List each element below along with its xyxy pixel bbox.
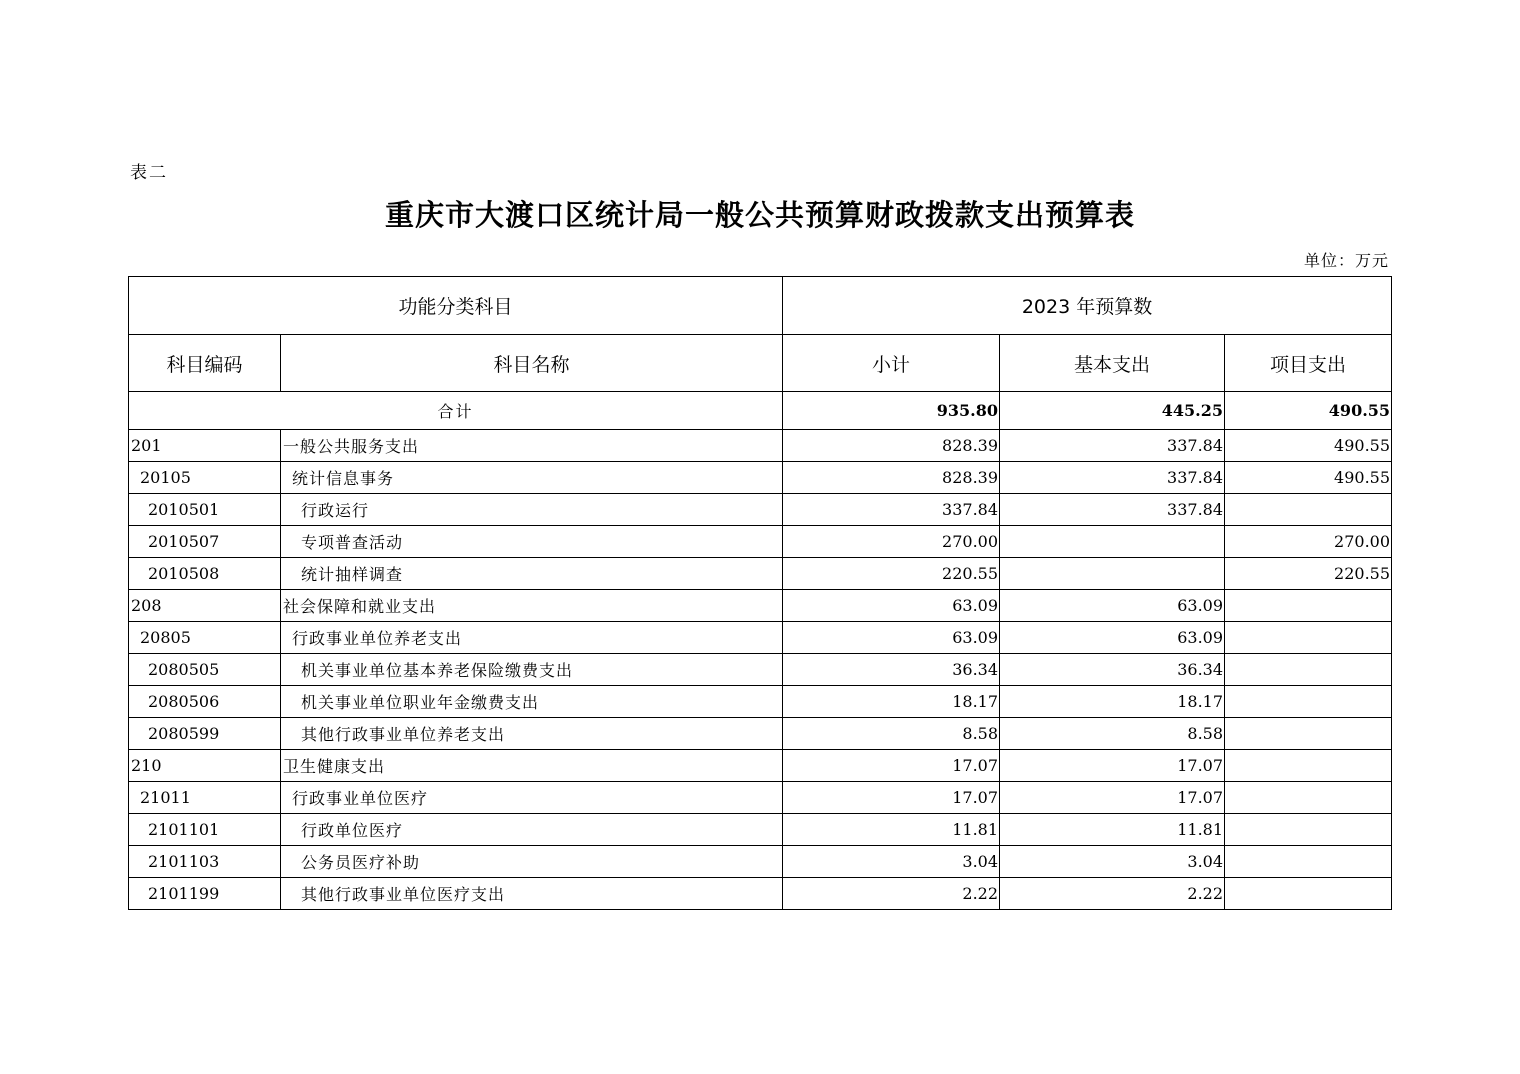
row-name: 卫生健康支出 <box>281 750 783 782</box>
row-name: 公务员医疗补助 <box>281 846 783 878</box>
row-project: 490.55 <box>1225 430 1392 462</box>
budget-table <box>128 276 1392 910</box>
unit-label: 单位：万元 <box>1303 251 1389 270</box>
row-name: 专项普查活动 <box>281 526 783 558</box>
table-row <box>129 622 1392 654</box>
row-basic: 11.81 <box>1000 814 1225 846</box>
row-basic <box>1000 558 1225 590</box>
row-project <box>1225 814 1392 846</box>
row-project <box>1225 846 1392 878</box>
budget-group-header: 2023 年预算数 <box>783 277 1392 335</box>
document-title: 重庆市大渡口区统计局一般公共预算财政拨款支出预算表 <box>384 198 1135 232</box>
table-row <box>129 782 1392 814</box>
row-code: 2010507 <box>129 526 281 558</box>
table-row <box>129 494 1392 526</box>
table-row <box>129 750 1392 782</box>
row-project <box>1225 750 1392 782</box>
row-code: 2101101 <box>129 814 281 846</box>
name-column-header: 科目名称 <box>281 335 783 392</box>
row-name: 行政单位医疗 <box>281 814 783 846</box>
row-basic: 36.34 <box>1000 654 1225 686</box>
row-subtotal: 36.34 <box>783 654 1000 686</box>
row-basic: 337.84 <box>1000 430 1225 462</box>
row-subtotal: 8.58 <box>783 718 1000 750</box>
row-name: 统计信息事务 <box>281 462 783 494</box>
row-subtotal: 17.07 <box>783 782 1000 814</box>
row-basic: 8.58 <box>1000 718 1225 750</box>
row-code: 201 <box>129 430 281 462</box>
row-code: 208 <box>129 590 281 622</box>
row-name: 机关事业单位职业年金缴费支出 <box>281 686 783 718</box>
row-basic: 63.09 <box>1000 590 1225 622</box>
row-basic: 337.84 <box>1000 494 1225 526</box>
table-row <box>129 814 1392 846</box>
table-row <box>129 526 1392 558</box>
row-basic: 17.07 <box>1000 782 1225 814</box>
row-code: 2080599 <box>129 718 281 750</box>
row-subtotal: 337.84 <box>783 494 1000 526</box>
row-subtotal: 63.09 <box>783 622 1000 654</box>
row-project <box>1225 878 1392 910</box>
table-row <box>129 654 1392 686</box>
group-header-row <box>129 277 1392 335</box>
table-row <box>129 846 1392 878</box>
row-subtotal: 3.04 <box>783 846 1000 878</box>
table-row <box>129 558 1392 590</box>
row-name: 其他行政事业单位养老支出 <box>281 718 783 750</box>
total-project: 490.55 <box>1225 392 1392 430</box>
basic-column-header: 基本支出 <box>1000 335 1225 392</box>
code-column-header: 科目编码 <box>129 335 281 392</box>
row-subtotal: 63.09 <box>783 590 1000 622</box>
table-row <box>129 718 1392 750</box>
row-subtotal: 828.39 <box>783 430 1000 462</box>
row-basic: 63.09 <box>1000 622 1225 654</box>
row-code: 2101199 <box>129 878 281 910</box>
project-column-header: 项目支出 <box>1225 335 1392 392</box>
row-name: 其他行政事业单位医疗支出 <box>281 878 783 910</box>
row-code: 210 <box>129 750 281 782</box>
row-code: 20105 <box>129 462 281 494</box>
row-subtotal: 2.22 <box>783 878 1000 910</box>
row-name: 一般公共服务支出 <box>281 430 783 462</box>
row-project <box>1225 718 1392 750</box>
row-subtotal: 11.81 <box>783 814 1000 846</box>
row-name: 行政事业单位养老支出 <box>281 622 783 654</box>
row-basic: 18.17 <box>1000 686 1225 718</box>
total-row <box>129 392 1392 430</box>
row-code: 2080505 <box>129 654 281 686</box>
table-row <box>129 878 1392 910</box>
table-row <box>129 590 1392 622</box>
total-label: 合计 <box>129 392 783 430</box>
row-basic <box>1000 526 1225 558</box>
row-code: 2010501 <box>129 494 281 526</box>
row-project <box>1225 686 1392 718</box>
row-basic: 2.22 <box>1000 878 1225 910</box>
column-header-row <box>129 335 1392 392</box>
row-basic: 17.07 <box>1000 750 1225 782</box>
total-subtotal: 935.80 <box>783 392 1000 430</box>
row-project: 220.55 <box>1225 558 1392 590</box>
category-group-header: 功能分类科目 <box>129 277 783 335</box>
row-name: 行政运行 <box>281 494 783 526</box>
table-row <box>129 462 1392 494</box>
row-project: 270.00 <box>1225 526 1392 558</box>
row-code: 2080506 <box>129 686 281 718</box>
row-name: 社会保障和就业支出 <box>281 590 783 622</box>
table-label: 表二 <box>130 163 168 183</box>
row-code: 2010508 <box>129 558 281 590</box>
row-project <box>1225 782 1392 814</box>
row-project <box>1225 654 1392 686</box>
row-project <box>1225 622 1392 654</box>
total-basic: 445.25 <box>1000 392 1225 430</box>
table-row <box>129 430 1392 462</box>
row-code: 2101103 <box>129 846 281 878</box>
row-basic: 3.04 <box>1000 846 1225 878</box>
row-code: 20805 <box>129 622 281 654</box>
row-project <box>1225 590 1392 622</box>
row-name: 机关事业单位基本养老保险缴费支出 <box>281 654 783 686</box>
table-row <box>129 686 1392 718</box>
row-subtotal: 828.39 <box>783 462 1000 494</box>
row-name: 行政事业单位医疗 <box>281 782 783 814</box>
row-name: 统计抽样调查 <box>281 558 783 590</box>
row-subtotal: 17.07 <box>783 750 1000 782</box>
row-subtotal: 18.17 <box>783 686 1000 718</box>
row-basic: 337.84 <box>1000 462 1225 494</box>
subtotal-column-header: 小计 <box>783 335 1000 392</box>
row-project <box>1225 494 1392 526</box>
row-code: 21011 <box>129 782 281 814</box>
row-subtotal: 270.00 <box>783 526 1000 558</box>
row-subtotal: 220.55 <box>783 558 1000 590</box>
row-project: 490.55 <box>1225 462 1392 494</box>
